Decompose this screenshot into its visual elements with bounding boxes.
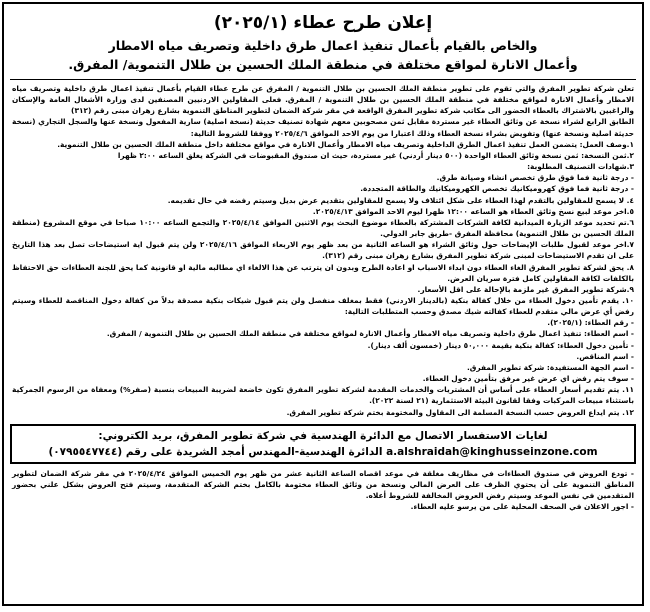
condition-item: ٥.اخر موعد لبيع نسخ وثائق العطاء هو الساعه ١٢:٠٠ ظهرا ليوم الاحد الموافق ٢٠٢٥/٤/١٣. [312, 206, 634, 216]
condition-subitem: - درجة ثانية فما فوق كهروميكانيك تخصص الكهروميكانيك والطاقة المتجددة. [360, 184, 634, 194]
contact-text: الدائرة الهندسية-المهندس أمجد الشريدة على رقم [125, 445, 383, 458]
announcement-title: إعلان طرح عطاء (٢٠٢٥/١) [213, 13, 433, 33]
condition-item: ٤. لا يسمح للمقاولين بالتقدم لهذا العطاء على شكل ائتلاف ولا يسمح للمقاولين بتقديم عرض بديل وسيتم رفضه في حال تقديمه. [167, 195, 634, 205]
contact-line [18, 428, 628, 444]
note-item: - تودع العروض في صندوق العطاءات في مظاريف مغلقة في موعد اقصاه الساعة الثانية عشر من ظهر يوم الخميس الموافق ٢٠٢٥/٤/٢٤ في مقر شركة الضمان لتطوير المناطق التنموية على أن يحتوي الظرف على العرض المالي ونسخة من وثائق العطاء مختومة بالكامل بختم الشركة المتقدمة، وسيتم فتح العروض بشكل علني بحضور المتقدمين في نفس الموعد وسيتم رفض العروض المخالفة للشروط أعلاه. [12, 468, 634, 501]
contact-box [10, 424, 636, 464]
condition-subitem: - اسم المناقص. [576, 351, 634, 361]
condition-item: ٨. يحق لشركة تطوير المفرق الغاء العطاء دون ابداء الاسباب او اعادة الطرح وبدون ان يترتب عن هذا الالغاء اي مطالبه مالية او قانونية كما يحق للجنة العطاءات حق الاحتفاظ بالكلفات لكافة المقاولين كامل فترة سريان العرض. [12, 262, 634, 283]
condition-subitem: - اسم العطاء: تنفيذ اعمال طرق داخلية وتصريف مياه الامطار وأعمال الانارة لمواقع مختلفة في منطقة الملك الحسين بن طلال التنموية / المفرق. [106, 329, 634, 339]
subtitle-line: والخاص بالقيام بأعمال تنفيذ اعمال طرق داخلية وتصريف مياه الامطار [108, 38, 538, 53]
contact-line [18, 444, 628, 460]
body-paragraph: تعلن شركة تطوير المفرق والتي تقوم على تطوير منطقة الملك الحسين بن طلال التنموية / المفرق عن طرح عطاء القيام بأعمال تنفيذ اعمال طرق داخلية وتصريف مياه الامطار وأعمال الانارة لمواقع مختلفة في منطقة الملك الحسين بن طلال التنموية / المفرق. فعلى المقاولين الاردنيين المصنفين لدى وزارة الأشغال العامة والإسكان والراغبين بالاشتراك بالعطاء الحضور الى مكاتب شركة تطوير المفرق الواقعة في مقر شركة الضمان لتطوير المناطق التنموية بشارع زهران مبنى رقم (٣١٢) [12, 84, 634, 116]
note-item: - اجور الاعلان في الصحف المحلية على من يرسو عليه العطاء. [410, 502, 634, 512]
announcement-notes [4, 468, 642, 513]
contact-text: لغايات الاستفسار الاتصال مع الدائرة الهندسية في شركة تطوير المفرق، بريد الكتروني: [98, 429, 548, 442]
announcement-body [4, 83, 642, 418]
condition-item: ٧.اخر موعد لقبول طلبات الإيضاحات حول وثائق الشراء هو الساعه الثانية من بعد ظهر يوم الاربعاء الموافق ٢٠٢٥/٤/١٦ ولن يتم قبول اية استيضاحات تصل بعد هذا التاريخ على ان تقدم الاستيضاحات لمبنى شركة تطوير المفرق بشارع زهران مبنى رقم (٣١٢). [12, 240, 635, 261]
condition-subitem: - سوف يتم رفض اي عرض غير مرفق بتأمين دخول العطاء. [422, 374, 634, 384]
condition-item: ٢.ثمن النسخة: ثمن نسخة وثائق العطاء الواحدة (٥٠٠ دينار أردني) غير مستردة، حيث ان صندوق المقبوضات في الشركة يغلق الساعه ٢:٠٠ ظهرا [117, 150, 634, 160]
condition-item: ١٢. يتم ايداع العروض حسب النسخة المسلمة الى المقاول والمختومة بختم شركة تطوير المفرق. [286, 407, 634, 417]
condition-item: ٩.شركة تطوير المفرق غير ملزمة بالإحالة على اقل الأسعار. [417, 284, 634, 294]
subtitle-line: وأعمال الانارة لمواقع مختلفة في منطقة الملك الحسين بن طلال التنموية/ المفرق. [68, 57, 578, 72]
condition-item: ٦.تم تحديد موعد الزيارة الميدانية لكافة الشركات المشتركة بالعطاء موضوع البحث يوم الاثنين الموافق ٢٠٢٥/٤/١٤ والتجمع الساعه ١٠:٠٠ صباحا في موقع المشروع (منطقة الملك الحسين بن طلال التنموية) محافظة المفرق -طريق جابر الدولي. [12, 217, 634, 239]
condition-subitem: - درجة ثانية فما فوق طرق تخصص انشاء وصيانة طرق. [436, 173, 634, 183]
condition-item: ١.وصف العمل: يتضمن العمل تنفيذ اعمال الطرق الداخلية وتصريف مياه الامطار وأعمال الانارة في مواقع مختلفة داخل منطقة الملك الحسين بن طلال التنموية. [57, 139, 634, 149]
condition-subitem: - تأمين دخول العطاء: كفالة بنكية بقيمة ٥٠,٠٠٠ دينار (خمسون ألف دينار). [367, 340, 634, 350]
condition-item: ١١. يتم تقديم أسعار العطاء على أساس أن المشتريات والخدمات المقدمة لشركة تطوير المفرق تكون خاضعة لضريبة المبيعات بنسبة (صفر%) ومعفاة من الرسوم الجمركية باستثناء مبيعات المركبات وفقا لقانون البيئة الاستثمارية (٢١ لسنة ٢٠٢٢). [12, 385, 634, 406]
contact-phone[interactable]: (٠٧٩٥٥٤٧٧٤٤) [48, 445, 123, 458]
condition-item: ٣.شهادات التصنيف المطلوبة: [527, 162, 634, 172]
announcement-subtitle [10, 36, 636, 74]
divider [10, 79, 636, 80]
condition-subitem: - اسم الجهة المستفيدة: شركة تطوير المفرق. [466, 362, 634, 372]
condition-subitem: - رقم العطاء: (٢٠٢٥/١). [547, 318, 634, 328]
condition-item: ١٠. يقدم تأمين دخول العطاء من خلال كفالة بنكية (بالدينار الاردني) فقط بمغلف منفصل ولن يتم قبول شيكات بنكية مصدقة بدلاً من كفالة دخول المناقصة للعطاء وسيتم رفض أي عرض مالي متقدم للعطاء كفالته شيك مصدق وحسب المتطلبات التالية: [12, 295, 634, 317]
contact-email[interactable]: a.alshraidah@kinghusseinzone.com [386, 445, 598, 458]
body-paragraph: الطابق الرابع لشراء نسخة عن وثائق العطاء غير مستردة مقابل ثمن مصحوبين معهم شهادة تصنيف حديثة (نسخة اصلية) سارية المفعول ونسخة عنها والسجل التجاري (نسخة حديثة اصلية ونسخة عنها) وتفويض بشراء نسخة العطاء وذلك اعتبارا من يوم الاحد الموافق ٢٠٢٥/٤/٦ ووفقا للشروط التالية: [12, 117, 634, 138]
tender-announcement [2, 2, 644, 606]
